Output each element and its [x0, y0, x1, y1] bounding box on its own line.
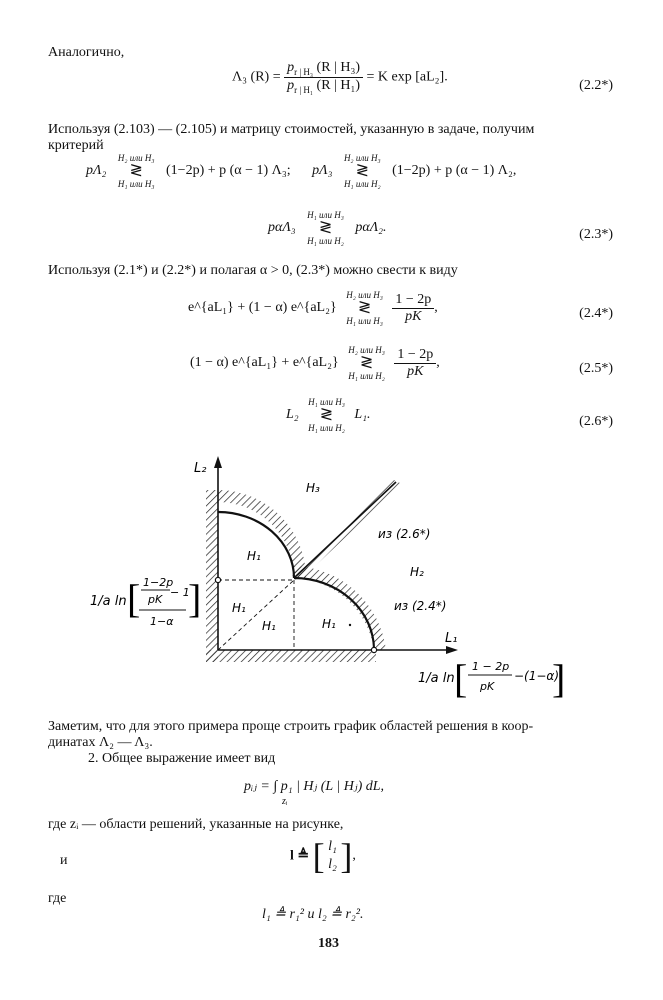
x-label-tail: −(1−α)	[514, 669, 560, 683]
point-dot	[349, 624, 351, 626]
label-h1-left: H₁	[232, 601, 246, 615]
eq23-number: (2.3*)	[579, 227, 613, 242]
label-from-2-6: из (2.6*)	[378, 527, 431, 541]
text-ispolzuya-1: Используя (2.103) — (2.105) и матрицу стоимостей, указанную в задаче, получим	[48, 122, 535, 137]
page-number: 183	[318, 936, 339, 951]
equation-2-6: L₂ H₁ или H₃ ≷ H₁ или H₂ L₁.	[286, 397, 371, 433]
text-zametim-2: динатах Λ₂ — Λ₃.	[48, 735, 153, 750]
text-analogichno: Аналогично,	[48, 45, 125, 60]
label-axis-x: L₁	[445, 631, 458, 646]
equation-l-vector: l ≜ [ l₁ l₂ ],	[290, 836, 356, 876]
axis-x-arrow	[446, 646, 458, 654]
eq22-number: (2.2*)	[579, 78, 613, 93]
y-label-minus: − 1	[170, 586, 190, 599]
x-label-bracket-close: ]	[552, 656, 566, 701]
equation-pij: pᵢⱼ = ∫ p₁ | Hⱼ (L | Hⱼ) dL,	[244, 779, 385, 794]
label-h1-top: H₁	[247, 549, 261, 563]
text-gde: где	[48, 891, 67, 906]
text-kriteriy: критерий	[48, 138, 104, 153]
label-h3: H₃	[306, 481, 320, 495]
label-h1-right: H₁	[322, 617, 336, 631]
eq22-lhs: Λ₃ (R) =	[232, 69, 281, 85]
label-axis-y: L₂	[194, 461, 207, 476]
marker-x-intercept	[371, 647, 376, 652]
label-h2: H₂	[410, 565, 424, 579]
equation-pij-sub: zᵢ	[282, 796, 288, 807]
equation-2-5: (1 − α) e^{aL₁} + e^{aL₂} H₂ или H₃ ≷ H₁ или H₂ $\frac{1 - 2p}{pK}$ ,	[190, 345, 440, 381]
x-label-den: pK	[480, 680, 495, 693]
eq22-rhs: = K exp [aL₂].	[366, 69, 448, 85]
y-label-bracket-open: [	[127, 576, 141, 621]
y-label-num: 1−2p	[143, 576, 174, 589]
text-obshee: 2. Общее выражение имеет вид	[88, 751, 276, 766]
dashed-diagonal	[218, 580, 294, 650]
x-label-prefix: 1/a ln	[418, 671, 455, 686]
marker-y-intercept	[215, 577, 220, 582]
equation-2-4: e^{aL₁} + (1 − α) e^{aL₂} H₂ или H₃ ≷ H₁ или H₃ $\frac{1 - 2p}{pK}$ ,	[188, 290, 438, 326]
equation-2-3-line2: pαΛ₃ H₁ или H₃ ≷ H₁ или H₂ pαΛ₂.	[268, 210, 387, 246]
equation-2-3-line1: pΛ₂ H₂ или H₃ ≷ H₁ или H₃ (1−2p) + p (α − 1) Λ₃; pΛ₃ H₂ или H₃ ≷ H₁ или H₂ (1−2p) + p (α − 1) Λ₂,	[86, 153, 517, 189]
label-h1-mid: H₁	[262, 619, 276, 633]
hatch-bottom-axis	[206, 650, 376, 662]
text-gde-zi: где zᵢ — области решений, указанные на рисунке,	[48, 817, 344, 832]
x-label-bracket-open: [	[454, 656, 468, 701]
decision-regions-figure	[0, 450, 663, 710]
text-zametim-1: Заметим, что для этого примера проще строить график областей решения в коор-	[48, 719, 534, 734]
y-label-prefix: 1/a ln	[90, 594, 127, 609]
equation-l-r: l₁ ≜ r₁² и l₂ ≜ r₂².	[262, 907, 364, 922]
equation-2-2	[232, 60, 448, 95]
text-ispolzuya-2: Используя (2.1*) и (2.2*) и полагая α > 0, (2.3*) можно свести к виду	[48, 263, 458, 278]
label-from-2-4: из (2.4*)	[394, 599, 447, 613]
y-label-bracket-close: ]	[188, 576, 202, 621]
hatch-left-axis	[206, 490, 218, 662]
y-label-den: 1−α	[150, 615, 174, 628]
eq26-number: (2.6*)	[579, 414, 613, 429]
eq25-number: (2.5*)	[579, 361, 613, 376]
text-i: и	[60, 853, 68, 868]
x-label-num: 1 − 2p	[472, 660, 510, 673]
eq22-fraction: $\frac{p_{r | H_3} (R | H_3)}{p_{r | H_1} (R | H_1)}$	[284, 60, 363, 95]
y-label-mid: pK	[148, 593, 163, 606]
axis-y-arrow	[214, 456, 222, 468]
eq24-number: (2.4*)	[579, 306, 613, 321]
